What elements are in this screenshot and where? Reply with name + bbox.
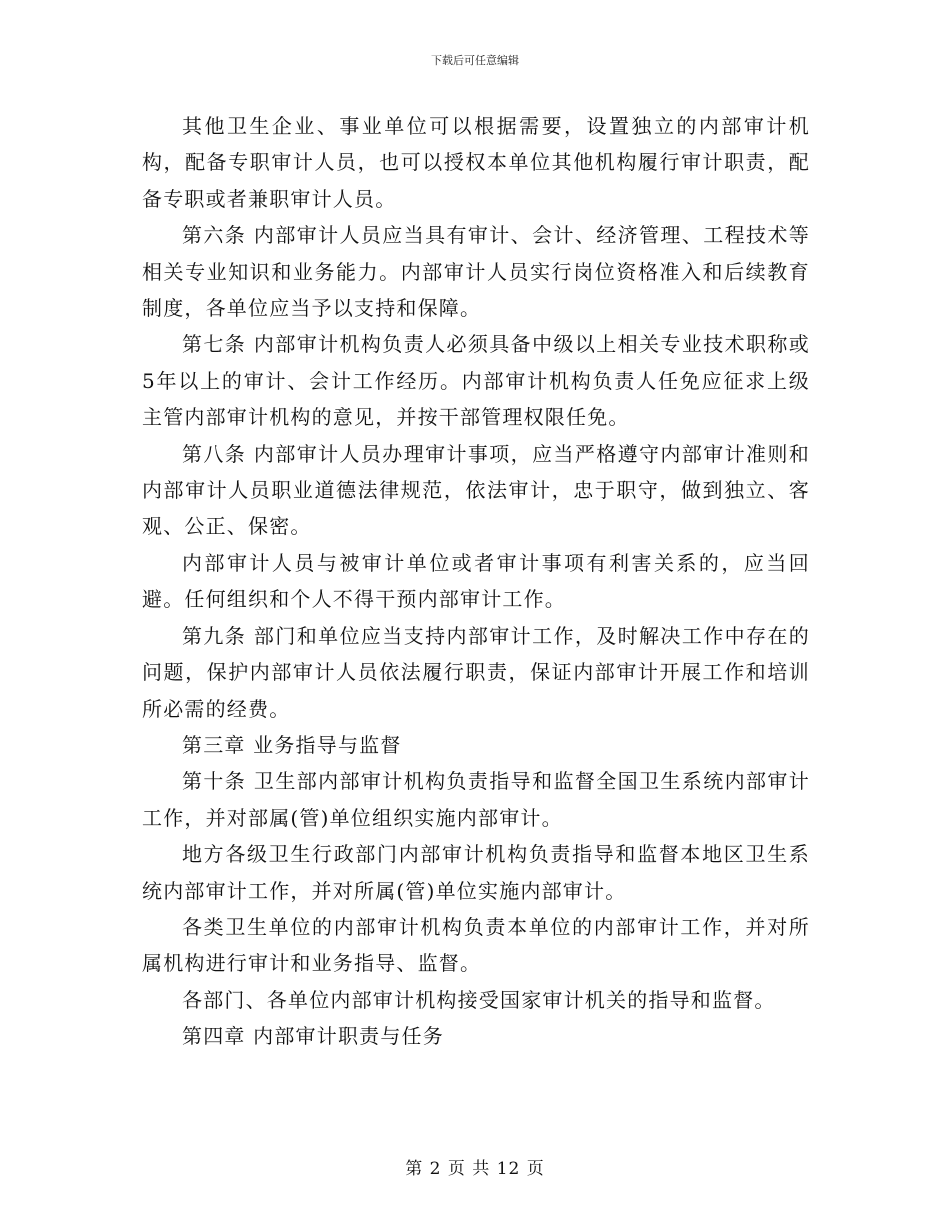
paragraph: 各类卫生单位的内部审计机构负责本单位的内部审计工作，并对所属机构进行审计和业务指导、监督。 <box>142 914 810 976</box>
page-number: 第 2 页 共 12 页 <box>405 1159 545 1179</box>
chapter-heading: 第三章 业务指导与监督 <box>182 732 402 757</box>
paragraph: 其他卫生企业、事业单位可以根据需要，设置独立的内部审计机构，配备专职审计人员，也可以授权本单位其他机构履行审计职责，配备专职或者兼职审计人员。 <box>142 114 810 211</box>
paragraph: 第七条 内部审计机构负责人必须具备中级以上相关专业技术职称或5年以上的审计、会计工作经历。内部审计机构负责人任免应征求上级主管内部审计机构的意见，并按干部管理权限任免。 <box>142 332 810 430</box>
paragraph: 第六条 内部审计人员应当具有审计、会计、经济管理、工程技术等相关专业知识和业务能力。内部审计人员实行岗位资格准入和后续教育制度，各单位应当予以支持和保障。 <box>142 223 810 321</box>
paragraph: 第十条 卫生部内部审计机构负责指导和监督全国卫生系统内部审计工作，并对部属(管)单位组织实施内部审计。 <box>142 769 810 830</box>
chapter-heading: 第四章 内部审计职责与任务 <box>182 1024 444 1049</box>
paragraph: 内部审计人员与被审计单位或者审计事项有利害关系的，应当回避。任何组织和个人不得干预内部审计工作。 <box>142 550 810 612</box>
paragraph: 第九条 部门和单位应当支持内部审计工作，及时解决工作中存在的问题，保护内部审计人员依法履行职责，保证内部审计开展工作和培训所必需的经费。 <box>142 623 810 721</box>
paragraph: 地方各级卫生行政部门内部审计机构负责指导和监督本地区卫生系统内部审计工作，并对所属(管)单位实施内部审计。 <box>142 842 810 903</box>
paragraph: 第八条 内部审计人员办理审计事项，应当严格遵守内部审计准则和内部审计人员职业道德法律规范，依法审计，忠于职守，做到独立、客观、公正、保密。 <box>142 441 810 539</box>
document-body <box>142 108 810 1055</box>
paragraph: 各部门、各单位内部审计机构接受国家审计机关的指导和监督。 <box>182 987 776 1012</box>
page-header: 下载后可任意编辑 <box>431 54 519 67</box>
